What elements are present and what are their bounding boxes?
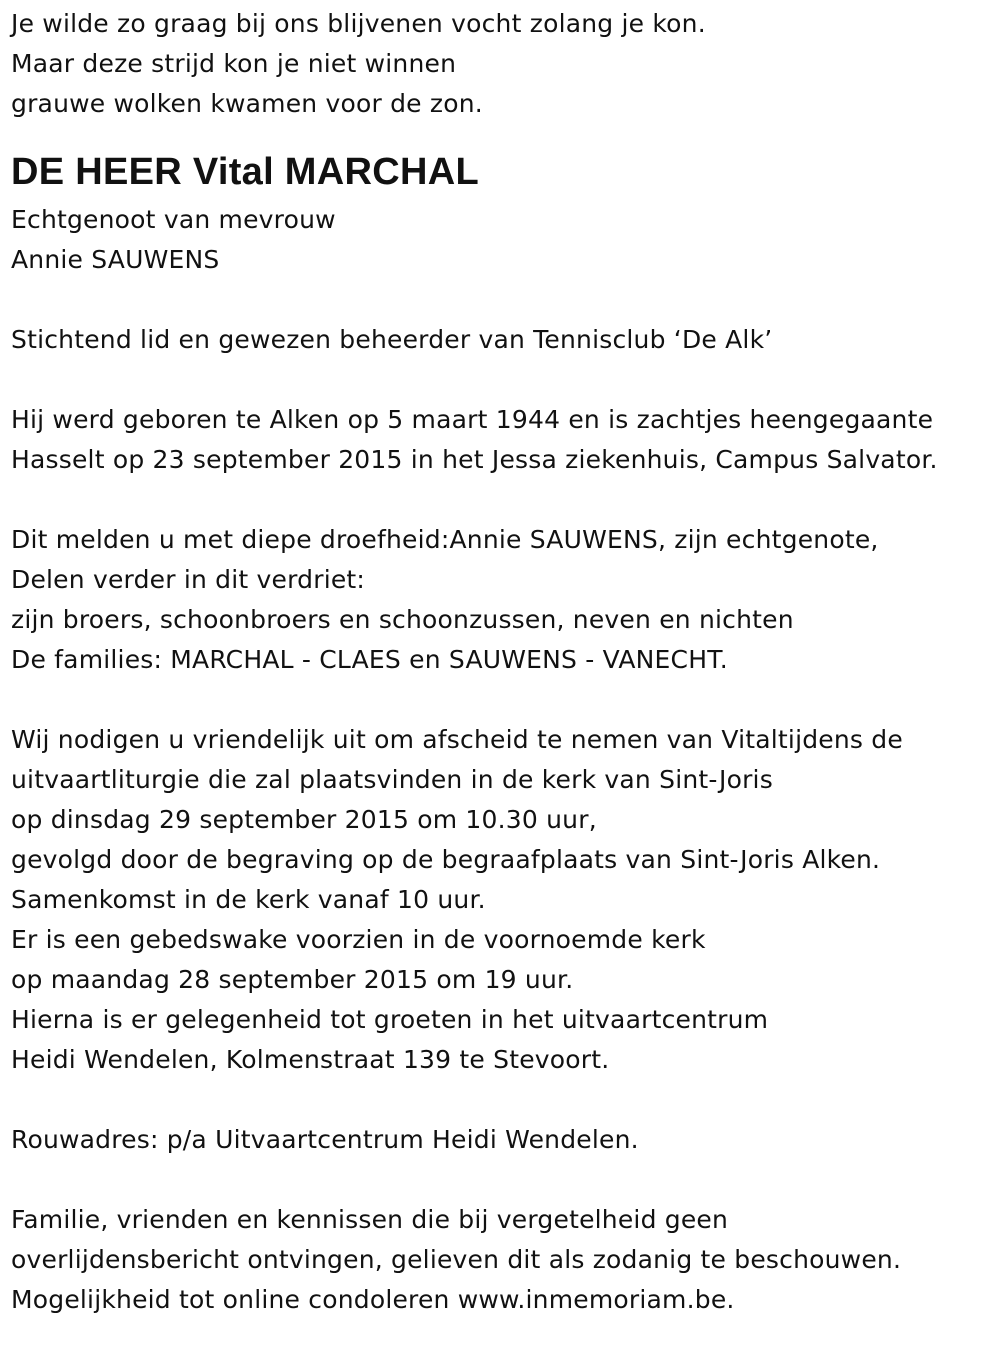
birth-death-paragraph (11, 400, 996, 480)
paragraph-line: Delen verder in dit verdriet: (11, 565, 366, 594)
poem-line: grauwe wolken kwamen voor de zon. (11, 89, 483, 118)
paragraph-line: zijn broers, schoonbroers en schoonzussen, neven en nichten (11, 605, 794, 634)
spouse-line: Echtgenoot van mevrouw (11, 205, 336, 234)
paragraph-line: uitvaartliturgie die zal plaatsvinden in de kerk van Sint-Joris (11, 765, 773, 794)
spacer (11, 1160, 996, 1200)
poem (11, 4, 996, 124)
paragraph-line: overlijdensbericht ontvingen, gelieven dit als zodanig te beschouwen. (11, 1245, 902, 1274)
paragraph-line: Er is een gebedswake voorzien in de voornoemde kerk (11, 925, 706, 954)
spouse-name: Annie SAUWENS (11, 245, 220, 274)
paragraph-line: Hierna is er gelegenheid tot groeten in het uitvaartcentrum (11, 1005, 769, 1034)
paragraph-line: gevolgd door de begraving op de begraafplaats van Sint-Joris Alken. (11, 845, 881, 874)
paragraph-line: Hij werd geboren te Alken op 5 maart 1944 en is zachtjes heengegaante (11, 405, 934, 434)
paragraph-line: De families: MARCHAL - CLAES en SAUWENS - VANECHT. (11, 645, 728, 674)
membership-line: Stichtend lid en gewezen beheerder van Tennisclub ‘De Alk’ (11, 325, 773, 354)
paragraph-line: op dinsdag 29 september 2015 om 10.30 uur, (11, 805, 597, 834)
ceremony-paragraph (11, 720, 996, 1080)
paragraph-line: Dit melden u met diepe droefheid:Annie SAUWENS, zijn echtgenote, (11, 525, 879, 554)
closing-paragraph (11, 1200, 996, 1320)
spacer (11, 1080, 996, 1120)
spacer (11, 680, 996, 720)
paragraph-line: Samenkomst in de kerk vanaf 10 uur. (11, 885, 486, 914)
paragraph-line: op maandag 28 september 2015 om 19 uur. (11, 965, 574, 994)
paragraph-line: Heidi Wendelen, Kolmenstraat 139 te Stevoort. (11, 1045, 610, 1074)
paragraph-line: Hasselt op 23 september 2015 in het Jessa ziekenhuis, Campus Salvator. (11, 445, 938, 474)
announcement-paragraph (11, 520, 996, 680)
paragraph-line: Mogelijkheid tot online condoleren www.inmemoriam.be. (11, 1285, 735, 1314)
obituary-document (11, 4, 996, 1320)
poem-line: Maar deze strijd kon je niet winnen (11, 49, 457, 78)
spacer (11, 480, 996, 520)
spacer (11, 124, 996, 148)
paragraph-line: Wij nodigen u vriendelijk uit om afscheid te nemen van Vitaltijdens de (11, 725, 903, 754)
mourning-address: Rouwadres: p/a Uitvaartcentrum Heidi Wendelen. (11, 1125, 639, 1154)
deceased-name: DE HEER Vital MARCHAL (11, 151, 479, 193)
spacer (11, 360, 996, 400)
spacer (11, 280, 996, 320)
deceased-block (11, 148, 996, 280)
paragraph-line: Familie, vrienden en kennissen die bij vergetelheid geen (11, 1205, 729, 1234)
poem-line: Je wilde zo graag bij ons blijvenen vocht zolang je kon. (11, 9, 706, 38)
